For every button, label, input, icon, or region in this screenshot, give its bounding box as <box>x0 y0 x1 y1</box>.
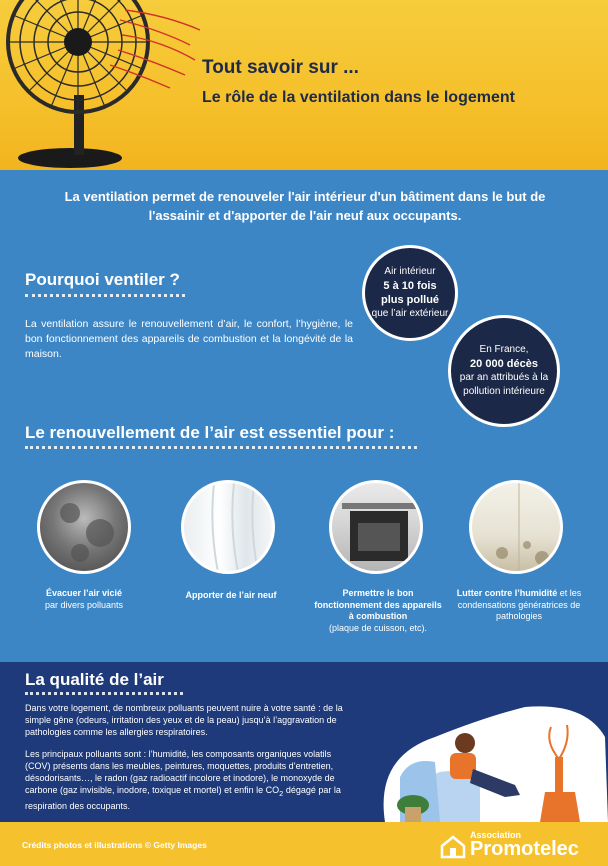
item-bold: Apporter de l’air neuf <box>185 590 277 600</box>
air-quality-paragraph-1: Dans votre logement, de nombreux polluants peuvent nuire à votre santé : de la simple gêne (odeurs, irritation des yeux et de la peau) jusqu’à l’aggravation de pathologies comme les allergies respiratoires. <box>25 703 343 737</box>
footer <box>0 822 608 866</box>
item-rest: et les condensations génératrices de pathologies <box>457 588 582 621</box>
divider <box>25 294 185 297</box>
essential-item-3 <box>313 588 443 634</box>
bubble-line: Air intérieur <box>384 266 436 277</box>
header-title: Tout savoir sur ... <box>202 57 359 78</box>
bubble-line: En France, <box>479 344 529 355</box>
stat-bubble-pollution <box>362 245 458 341</box>
p2-start: Les principaux polluants sont : l’humidité, les composants organiques volatils (COV) présents dans les meubles, peintures, moquettes, produits d’entretien, désodorisants…, le radon (gaz radioactif incolore et inodore), le monoxyde de carbone (gaz invisible, inodore, toxique et mortel) et enfin le CO <box>25 749 335 795</box>
p2-sub: 2 <box>279 788 284 798</box>
item-bold: Permettre le bon fonctionnement des appareils à combustion <box>314 588 442 621</box>
air-quality-title: La qualité de l’air <box>25 670 164 689</box>
item-bold: Lutter contre l’humidité <box>456 588 558 598</box>
promotelec-logo <box>440 830 590 862</box>
divider <box>25 692 183 695</box>
curtain-photo <box>181 480 275 574</box>
header-subtitle: Le rôle de la ventilation dans le logement <box>202 89 515 106</box>
bubble-line: par an attribués à la pollution intérieure <box>459 372 549 397</box>
house-icon <box>440 835 466 859</box>
stat-bubble-deaths <box>448 315 560 427</box>
essential-item-1 <box>19 588 149 611</box>
essential-item-2 <box>166 590 296 602</box>
item-bold: Évacuer l’air vicié <box>45 588 123 598</box>
oven-photo <box>329 480 423 574</box>
bubble-line: que l’air extérieur <box>371 308 449 319</box>
item-rest: par divers polluants <box>44 599 124 610</box>
p2-end: dégagé par la respiration des occupants. <box>25 785 341 811</box>
header-banner <box>0 0 608 170</box>
why-text: La ventilation assure le renouvellement d’air, le confort, l’hygiène, le bon fonctionnement des appareils de combustion et la longévité de la maison. <box>25 318 353 360</box>
why-title: Pourquoi ventiler ? <box>25 270 180 289</box>
item-rest: (plaque de cuisson, etc). <box>328 622 428 633</box>
air-quality-section <box>0 662 608 822</box>
photo-credits: Crédits photos et illustrations © Getty Images <box>22 840 207 850</box>
fan-image <box>0 0 220 170</box>
essential-title: Le renouvellement de l’air est essentiel pour : <box>25 423 395 442</box>
humidity-wall-photo <box>469 480 563 574</box>
bubble-line: 20 000 décès <box>470 358 538 370</box>
divider <box>25 446 417 449</box>
logo-big-text: Promotelec <box>470 838 579 860</box>
essential-item-4 <box>454 588 584 623</box>
air-quality-paragraph-2 <box>25 748 345 812</box>
bubble-line: 5 à 10 fois <box>383 280 437 292</box>
polluted-air-photo <box>37 480 131 574</box>
bubble-line: plus pollué <box>380 294 440 306</box>
intro-text: La ventilation permet de renouveler l'air intérieur d'un bâtiment dans le but de l'assainir et d'apporter de l'air neuf aux occupants. <box>64 189 546 223</box>
woman-armchair-illustration <box>355 697 608 822</box>
logo-small-text: Association <box>470 830 522 840</box>
main-section <box>0 170 608 662</box>
